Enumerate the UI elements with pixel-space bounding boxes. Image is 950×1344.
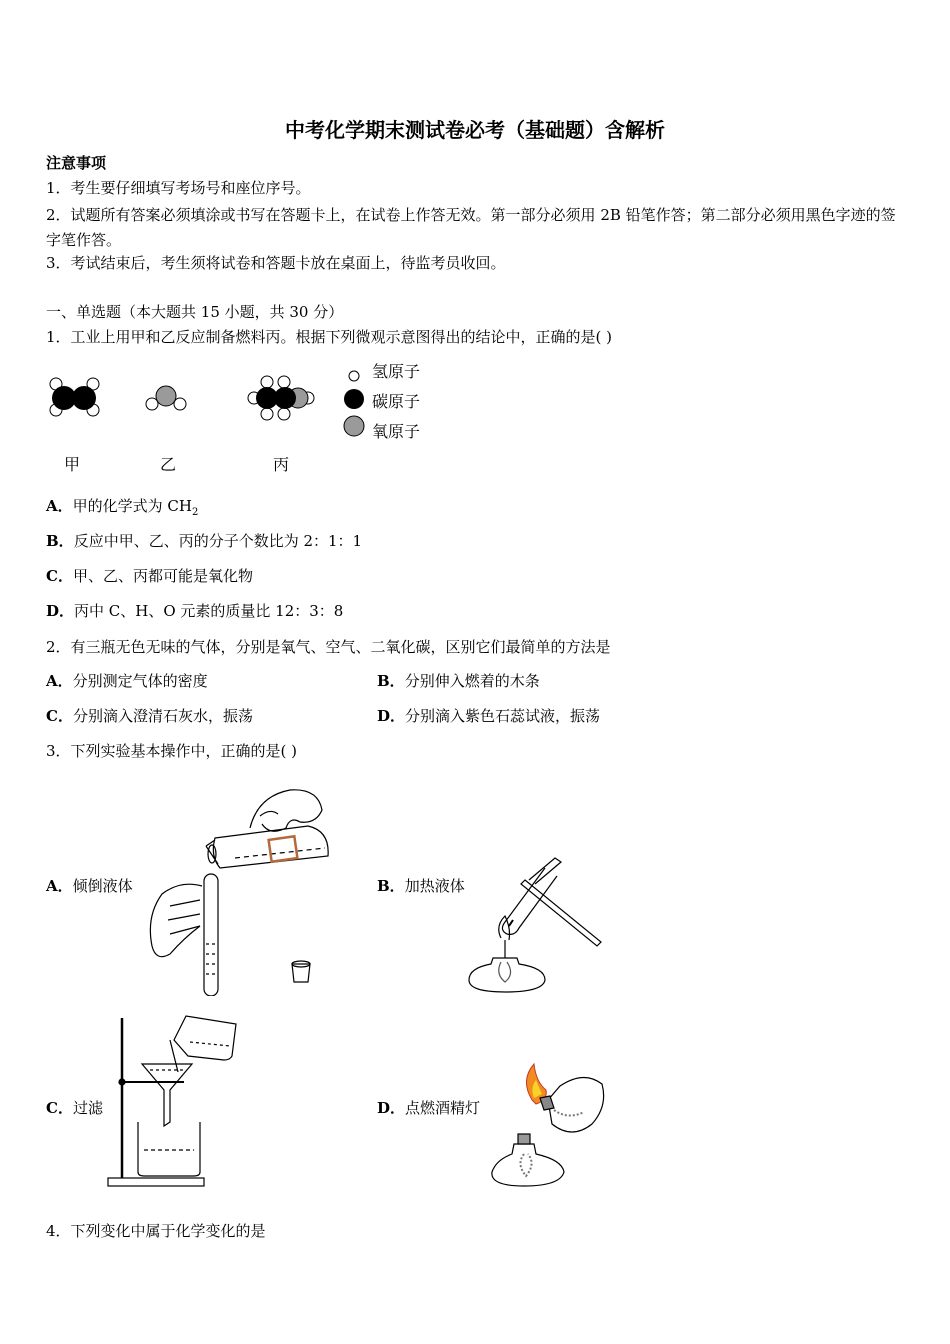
molecule-label-jia: 甲 [64, 455, 81, 474]
molecule-label-bing: 丙 [273, 455, 290, 474]
q3-option-c[interactable]: C．过滤 [46, 1099, 103, 1117]
molecule-jia [50, 378, 99, 416]
q1-option-d[interactable]: D．丙中 C、H、O 元素的质量比 12：3：8 [46, 602, 344, 620]
notice-item-1: 1．考生要仔细填写考场号和座位序号。 [46, 179, 311, 197]
q3-stem: 3．下列实验基本操作中，正确的是( ) [46, 742, 298, 760]
molecule-label-yi: 乙 [160, 455, 177, 474]
section-heading: 一、单选题（本大题共 15 小题，共 30 分） [46, 303, 344, 321]
filtration-illustration [104, 1000, 244, 1190]
notice-heading: 注意事项 [46, 154, 107, 172]
legend-carbon-marker [344, 389, 364, 409]
legend-hydrogen: 氢原子 [372, 362, 421, 381]
q1-option-a[interactable]: A．甲的化学式为 $CH_2$ [46, 497, 199, 518]
molecule-yi [146, 386, 186, 410]
q3-option-a[interactable]: A．倾倒液体 [46, 877, 133, 895]
legend-carbon: 碳原子 [372, 392, 421, 411]
q1-stem: 1．工业上用甲和乙反应制备燃料丙。根据下列微观示意图得出的结论中，正确的是( ) [46, 328, 613, 346]
q4-stem: 4．下列变化中属于化学变化的是 [46, 1222, 266, 1240]
q2-stem: 2．有三瓶无色无味的气体，分别是氧气、空气、二氧化碳，区别它们最简单的方法是 [46, 638, 611, 656]
page-title: 中考化学期末测试卷必考（基础题）含解析 [285, 118, 665, 142]
q2-option-a[interactable]: A．分别测定气体的密度 [46, 672, 208, 690]
heating-liquid-illustration [465, 850, 615, 995]
notice-item-3: 3．考试结束后，考生须将试卷和答题卡放在桌面上，待监考员收回。 [46, 254, 506, 272]
q1-option-b[interactable]: B．反应中甲、乙、丙的分子个数比为 2：1：1 [46, 532, 363, 550]
q3-option-b[interactable]: B．加热液体 [377, 877, 465, 895]
notice-item-2: 2．试题所有答案必须填涂或书写在答题卡上，在试卷上作答无效。第一部分必须用 2B 铅笔作答；第二部分必须用黑色字迹的签字笔作答。 [46, 206, 896, 249]
q2-option-b[interactable]: B．分别伸入燃着的木条 [377, 672, 540, 690]
lighting-lamp-illustration [488, 1060, 608, 1190]
q1-option-c[interactable]: C．甲、乙、丙都可能是氧化物 [46, 567, 253, 585]
q2-option-c[interactable]: C．分别滴入澄清石灰水，振荡 [46, 707, 253, 725]
legend-oxygen-marker [344, 416, 364, 436]
molecule-bing [248, 376, 314, 420]
legend-oxygen: 氧原子 [372, 422, 421, 441]
legend-hydrogen-marker [349, 371, 359, 381]
q2-option-d[interactable]: D．分别滴入紫色石蕊试液，振荡 [377, 707, 601, 725]
q3-option-d[interactable]: D．点燃酒精灯 [377, 1099, 481, 1117]
pouring-liquid-illustration [140, 776, 340, 996]
